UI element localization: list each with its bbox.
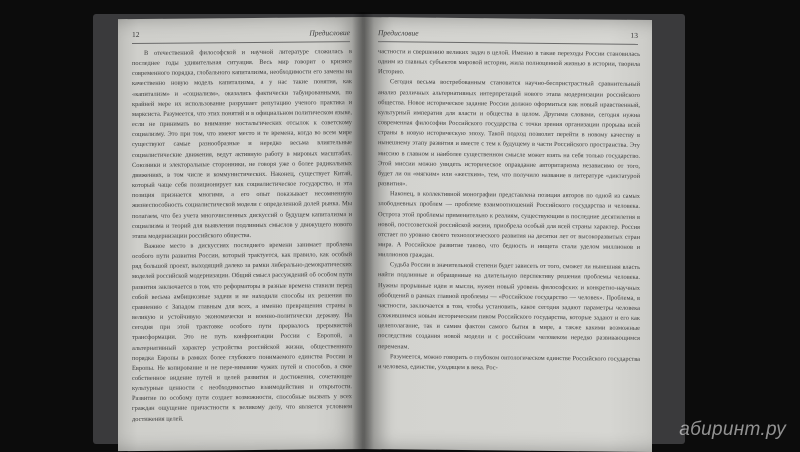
- right-paragraph: Наконец, в коллективной монографии представлена позиция авторов по одной из самых злободневных проблем — проблеме взаимоотношений Российского государства и человека. Острота этой проблемы применительно к реалиям, существующим в последние десятилетия в новой, постсоветской российской жизни, приобрела особый для всей страны характер. Россия отстает по уровню своего технологического развития на десятки лет от высокоразвитых стран мира. А Российское развитие таково, что бедность и нищета стали уделом миллионов и миллионов граждан.: [378, 190, 640, 259]
- right-page-number: 13: [630, 30, 638, 40]
- left-running-head: [132, 27, 350, 44]
- right-running-head: [378, 27, 638, 45]
- right-running-title: Предисловие: [378, 28, 419, 38]
- right-paragraph: частности и свершению великих задач в целой. Именно в такие переходы России становилась одним из главных субъектов мировой истории, жила полноценной жизнью в истории, творила Историю.: [378, 48, 640, 76]
- left-paragraph: В отечественной философской и научной литературе сложилась в последнее годы удивительная ситуация. Весь мир говорит о кризисе современного порядка, глобального капитализма, необходимости его замены на качественно новую модель капитализма, а у нас такие понятия, как «капитализм» и «социализм», оказались фактически табуированными, по крайней мере их использование разрушает репутацию ученого практика и марксиста. Разумеется, что этих понятий и в официальном политическом языке, если не принимать во внимание ностальгических отсылок к советскому социализму. Это при том, что имеют место и те времена, когда во всем мире существуют самые разнообразные и нередко весьма влиятельные социалистические движения, ведут активную работу в мировых масштабах. Союзники и электоральные сторонники, не говоря уже о более радикальных движениях, в том числе и коммунистических. Наконец, существует Китай, который чаще себя позиционирует как социалистическое государство, и эта позиция признается многими, а его опыт показывает несомненную жизнеспособность социалистической модели с определенной долей рынка. Мы полагаем, что без учета многочисленных дискуссий о будущем капитализма и социализма и теорий для выявления подлинных смыслов у движущего нового этапа модернизации российского общества.: [132, 48, 352, 240]
- left-body-text: [132, 47, 352, 425]
- right-body-text: [378, 47, 640, 375]
- right-page: [364, 17, 652, 452]
- book-gutter-shadow: [352, 12, 374, 449]
- right-paragraph: Судьба России в значительной степени будет зависеть от того, сможет ли нынешняя власть найти подлинные и обращенные на длительную перспективу решения проблемы человека. Нужны прорывные идеи и мысли, нужен новый уровень философских и конкретно-научных обобщений в рамках главной проблемы — «Российское государство — человек». Проблема, в частности, заключается в том, чтобы установить, какое сегодня задают параметры человека сложившимся новым историческим пиком Российского государства, которые задают и его как целеполагание, так и самим фактом самого бытия в мире, а также какими возможные последствия создания новой модели и с российским человеком нередко развивающимся переменам.: [378, 261, 640, 351]
- left-page-number: 12: [132, 29, 140, 40]
- right-paragraph: Сегодня весьма востребованным становится научно-беспристрастный сравнительный анализ различных альтернативных интерпретаций нового этапа модернизации российского общества. Новое историческое задание России должно оформиться как новый нравственный, культурный императив для власти и общества в целом. Другими словами, сегодня нужна современная философия Российского государства с точки зрения организации прорыва всей страны в новую историческую эпоху. Такой подход позволит перейти в новому качеству в нынешнему этапу развития и вместе с тем к будущему в части Российского пространства. Эту миссию в главном и наиболее существенном смысле может взять на себя только государство. Этой миссии можно увидеть историческое оправдание авторитаризма независимо от того, будет ли он «мягким» или «жестким», тем, что получило название в литературе «диктатурой развития».: [378, 78, 640, 188]
- left-running-title: Предисловие: [309, 28, 350, 38]
- right-paragraph: Разумеется, можно говорить о глубоком онтологическом единстве Российского государства и человека, единстве, уходящем в века. Рос-: [378, 352, 640, 372]
- labirint-watermark: абиринт.ру: [679, 419, 786, 440]
- left-paragraph: Важное место в дискуссиях последнего времени занимает проблема особого пути развития России, который трактуется, как правило, как особый ряд большой проект, выходящий далеко за рамки либерально-демократических моделей российской модернизации. Общий смысл рассуждений об особом пути развития заключается в том, что реформаторы в разные времена ставили перед собой весьма амбициозные задачи и не находили способы их решения по сравнению с Западом главным для всех, а именно превращения страны в великую и устойчивую экономически и военно-политически державу. На сегодня при этой трактовке особого пути прервалось прерывистой трансформации. Это не путь конфронтации России с Европой, а альтернативный характер устройства российской жизни, общественного порядка Европы в рамках более глубокого понимаемого единства России и Европы. Не копирование и не пере-нимание чужих путей и способов, а свое собственное видение путей и целей развития и достижения, сочетающее культурные ценности с необходимостью взаимодействия и открытости. Развитие по особому пути создает возможности, способные вызвать у всех граждан ощущение причастности к великому делу, что является условием достижения целей.: [132, 241, 352, 423]
- left-page: [118, 17, 364, 451]
